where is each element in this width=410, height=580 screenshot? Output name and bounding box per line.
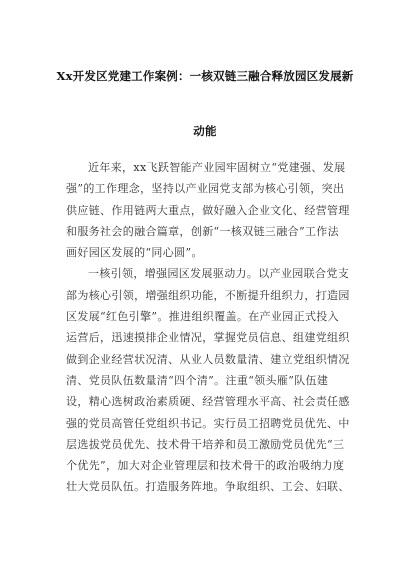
paragraph-line: 区发展“红色引擎”。推进组织覆盖。在产业园正式投入 <box>66 310 339 324</box>
paragraph-line: 近年来，xx飞跃智能产业园牢固树立“党建强、发展 <box>88 161 346 174</box>
paragraph-line: 做到企业经营状况清、从业人员数量清、建立党组织情况 <box>66 352 350 366</box>
paragraph-line: 画好园区发展的“同心圆”。 <box>66 246 203 260</box>
paragraph-line: 清、党员队伍数量清“四个清”。注重“领头雁”队伍建 <box>66 373 329 387</box>
paragraph-line: 个优先”，加大对企业管理层和技术骨干的政治吸纳力度 <box>66 459 345 473</box>
paragraph-line: 强”的工作理念，坚持以产业园党支部为核心引领，突出 <box>66 182 345 196</box>
paragraph-line: 部为核心引领，增强组织功能，不断提升组织力，打造园 <box>66 288 350 302</box>
paragraph-line: 层选拔党员优先、技术骨干培养和员工激励党员优先“三 <box>66 437 345 451</box>
paragraph-line: 壮大党员队伍。打造服务阵地。争取组织、工会、妇联、 <box>66 480 350 494</box>
paragraph-line: 运营后，迅速摸排企业情况，掌握党员信息、组建党组织 <box>66 331 350 345</box>
paragraph-line: 和服务社会的融合篇章，创新“一核双链三融合”工作法 <box>66 224 339 238</box>
paragraph-line: 一核引领，增强园区发展驱动力。以产业园联合党支 <box>88 267 350 281</box>
paragraph-line: 强的党员高管任党组织书记。实行员工招聘党员优先、中 <box>66 416 350 430</box>
document-title-line-2: 动能 <box>193 124 217 138</box>
document-body <box>66 157 348 498</box>
paragraph-line: 供应链、作用链两大重点，做好融入企业文化、经营管理 <box>66 203 350 217</box>
document-title-line-1: Xx开发区党建工作案例：一核双链三融合释放园区发展新 <box>56 69 354 83</box>
paragraph-line: 设，精心选树政治素质硬、经营管理水平高、社会责任感 <box>66 395 350 409</box>
